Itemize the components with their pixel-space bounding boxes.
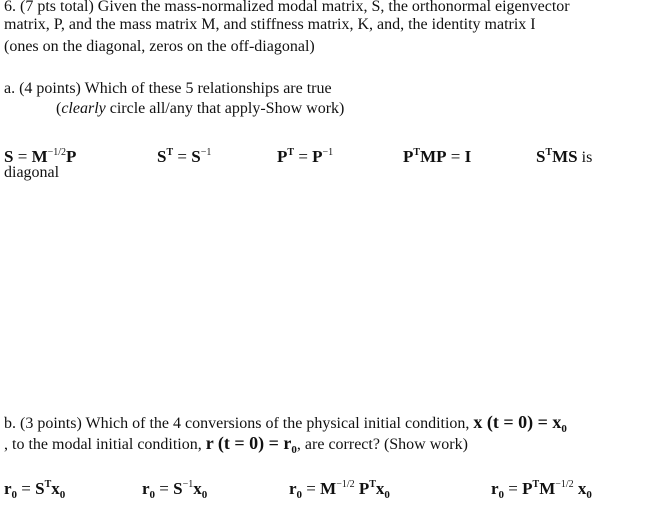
part-b-prompt: b. (3 points) Which of the 4 conversions of the physical initial condition, x $(t = 0) = x_0$ bbox=[4, 412, 567, 435]
part-a-instruction: (clearly circle all/any that apply-Show work) bbox=[56, 100, 345, 117]
problem-header-line2: matrix, P, and the mass matrix M, and stiffness matrix, K, and, the identity matrix I bbox=[4, 16, 536, 33]
conversion-option-4[interactable]: $r_0 = P^TM^{-1/2}$ $x_0$ bbox=[491, 479, 592, 501]
physical-initial-condition: x $(t = 0) = x_0$ bbox=[473, 412, 567, 435]
part-a-prompt: a. (4 points) Which of these 5 relationships are true bbox=[4, 80, 332, 97]
conversion-option-2[interactable]: $r_0 = S^{-1}x_0$ bbox=[142, 479, 208, 501]
instruction-emphasis: clearly bbox=[61, 100, 106, 117]
relation-option-5[interactable]: $S^TMS$ is bbox=[536, 147, 593, 166]
problem-header-line1: 6. (7 pts total) Given the mass-normalized modal matrix, S, the orthonormal eigenvector bbox=[4, 0, 570, 15]
part-b-prompt-line2: , to the modal initial condition, r $(t = 0) = r_0$, are correct? (Show work) bbox=[4, 433, 468, 456]
relation-option-5-wrap: diagonal bbox=[4, 164, 60, 181]
problem-header-line3: (ones on the diagonal, zeros on the off-diagonal) bbox=[4, 38, 315, 55]
relation-option-2[interactable]: $S^T = S^{-1}$ bbox=[157, 147, 212, 166]
relation-option-4[interactable]: $P^TMP = I$ bbox=[403, 147, 472, 166]
relation-option-1[interactable]: $S = M^{-1/2}P$ bbox=[4, 147, 77, 166]
conversion-option-3[interactable]: $r_0 = M^{-1/2}$ $P^Tx_0$ bbox=[289, 479, 390, 501]
relation-option-3[interactable]: $P^T = P^{-1}$ bbox=[277, 147, 334, 166]
modal-initial-condition: r $(t = 0) = r_0$ bbox=[205, 433, 297, 456]
conversion-option-1[interactable]: $r_0 = S^Tx_0$ bbox=[4, 479, 66, 501]
